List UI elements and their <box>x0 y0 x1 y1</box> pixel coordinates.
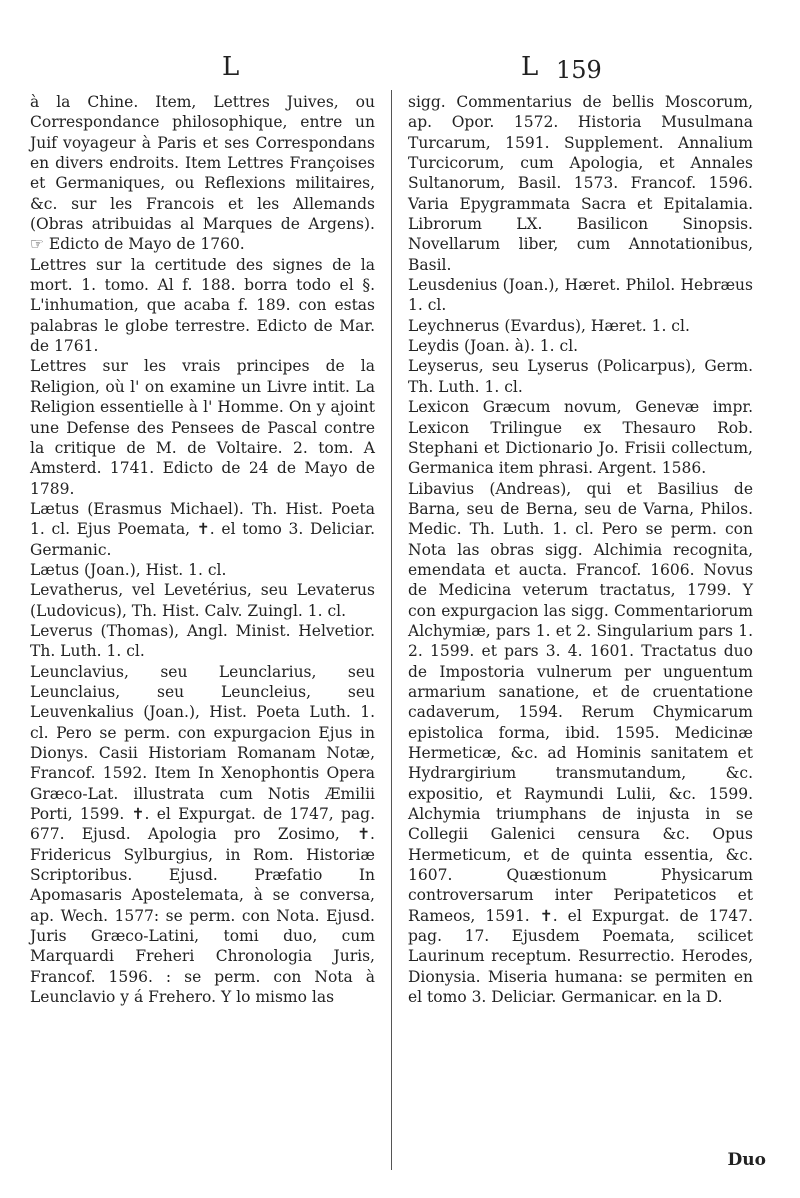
running-head-left: L <box>222 52 241 82</box>
entry-text: Lexicon Græcum novum, Genevæ impr. Lexicon Trilingue ex Thesauro Rob. Stephani et Dictionario Jo. Frisii collectum, Germanica item phrasi. Argent. 1586. <box>408 398 753 478</box>
left-column <box>30 92 375 1007</box>
entry-text: Leusdenius (Joan.), Hæret. Philol. Hebræus 1. cl. <box>408 276 753 315</box>
entry-text: à la Chine. Item, Lettres Juives, ou Correspondance philosophique, entre un Juif voyageur à Paris et ses Correspondans en divers endroits. Item Lettres Françoises et Germaniques, ou Reflexions militaires, &c. sur les Francois et les Allemands (Obras atribuidas al Marques de Argens). ☞ Edicto de Mayo de 1760. <box>30 93 375 254</box>
entry-text: Leverus (Thomas), Angl. Minist. Helvetior. Th. Luth. 1. cl. <box>30 621 375 661</box>
right-column <box>408 92 753 1007</box>
entry-text: Lettres sur la certitude des signes de la mort. 1. tomo. Al f. 188. borra todo el §. L'inhumation, que acaba f. 189. con estas palabras le globe terrestre. Edicto de Mar. de 1761. <box>30 255 375 356</box>
entry-text: Lettres sur les vrais principes de la Religion, où l' on examine un Livre intit. La Religion essentielle à l' Homme. On y ajoint une Defense des Pensees de Pascal contre la critique de M. de Voltaire. 2. tom. A Amsterd. 1741. Edicto de 24 de Mayo de 1789. <box>30 357 375 498</box>
entry-text: Lætus (Joan.), Hist. 1. cl. <box>30 560 227 579</box>
entry-text: Lætus (Erasmus Michael). Th. Hist. Poeta 1. cl. Ejus Poemata, ✝. el tomo 3. Deliciar. Germanic. <box>30 499 375 559</box>
page-number: 159 <box>556 56 602 84</box>
column-rule <box>391 90 392 1170</box>
entry-text: Libavius (Andreas), qui et Basilius de Barna, seu de Berna, seu de Varna, Philos. Medic. Th. Luth. 1. cl. Pero se perm. con Nota las obras sigg. Alchimia recognita, emendata et aucta. Francof. 1606. Novus de Medicina veterum tractatus, 1799. Y con expurgacion las sigg. Commentariorum Alchymiæ, pars 1. et 2. Singularium pars 1. 2. 1599. et pars 3. 4. 1601. Tractatus duo de Impostoria vulnerum per unguentum armarium sanatione, et de cruentatione cadaverum, 1594. Rerum Chymicarum epistolica forma, ibid. 1595. Medicinæ Hermeticæ, &c. ad Hominis sanitatem et Hydrargirium transmutandum, &c. expositio, et Raymundi Lulii, &c. 1599. Alchymia triumphans de injusta in se Collegii Galenici censura &c. Opus Hermeticum, et de quinta essentia, &c. 1607. Quæstionum Physicarum controversarum inter Peripateticos et Rameos, 1591. ✝. el Expurgat. de 1747. pag. 17. Ejusdem Poemata, scilicet Laurinum receptum. Resurrectio. Herodes, Dionysia. Miseria humana: se permiten en el tomo 3. Deliciar. Germanicar. en la D. <box>408 479 753 1007</box>
entry-text: Leyserus, seu Lyserus (Policarpus), Germ. Th. Luth. 1. cl. <box>408 357 753 396</box>
entry-text: Levatherus, vel Levetérius, seu Levaterus (Ludovicus), Th. Hist. Calv. Zuingl. 1. cl. <box>30 581 375 620</box>
entry-text: Leunclavius, seu Leunclarius, seu Leunclaius, seu Leuncleius, seu Leuvenkalius (Joan.), Hist. Poeta Luth. 1. cl. Pero se perm. con expurgacion Ejus in Dionys. Casii Historiam Romanam Notæ, Francof. 1592. Item In Xenophontis Opera Græco-Lat. illustrata cum Notis Æmilii Porti, 1599. ✝. el Expurgat. de 1747, pag. 677. Ejusd. Apologia pro Zosimo, ✝. Fridericus Sylburgius, in Rom. Historiæ Scriptoribus. Ejusd. Præfatio In Apomasaris Apostelemata, à se conversa, ap. Wech. 1577: se perm. con Nota. Ejusd. Juris Græco-Latini, tomi duo, cum Marquardi Freheri Chronologia Juris, Francof. 1596. : se perm. con Nota à Leunclavio y á Frehero. Y lo mismo las <box>30 662 375 1007</box>
entry-text: Leychnerus (Evardus), Hæret. 1. cl. <box>408 316 690 335</box>
entry-text: Leydis (Joan. à). 1. cl. <box>408 337 579 356</box>
running-head-right: L <box>521 52 540 82</box>
entry-text: sigg. Commentarius de bellis Moscorum, ap. Opor. 1572. Historia Musulmana Turcarum, 1591. Supplement. Annalium Turcicorum, cum Apologia, et Annales Sultanorum, Basil. 1573. Francof. 1596. Varia Epygrammata Sacra et Epitalamia. Librorum LX. Basilicon Sinopsis. Novellarum liber, cum Annotationibus, Basil. <box>408 93 753 274</box>
catchword: Duo <box>727 1150 766 1170</box>
